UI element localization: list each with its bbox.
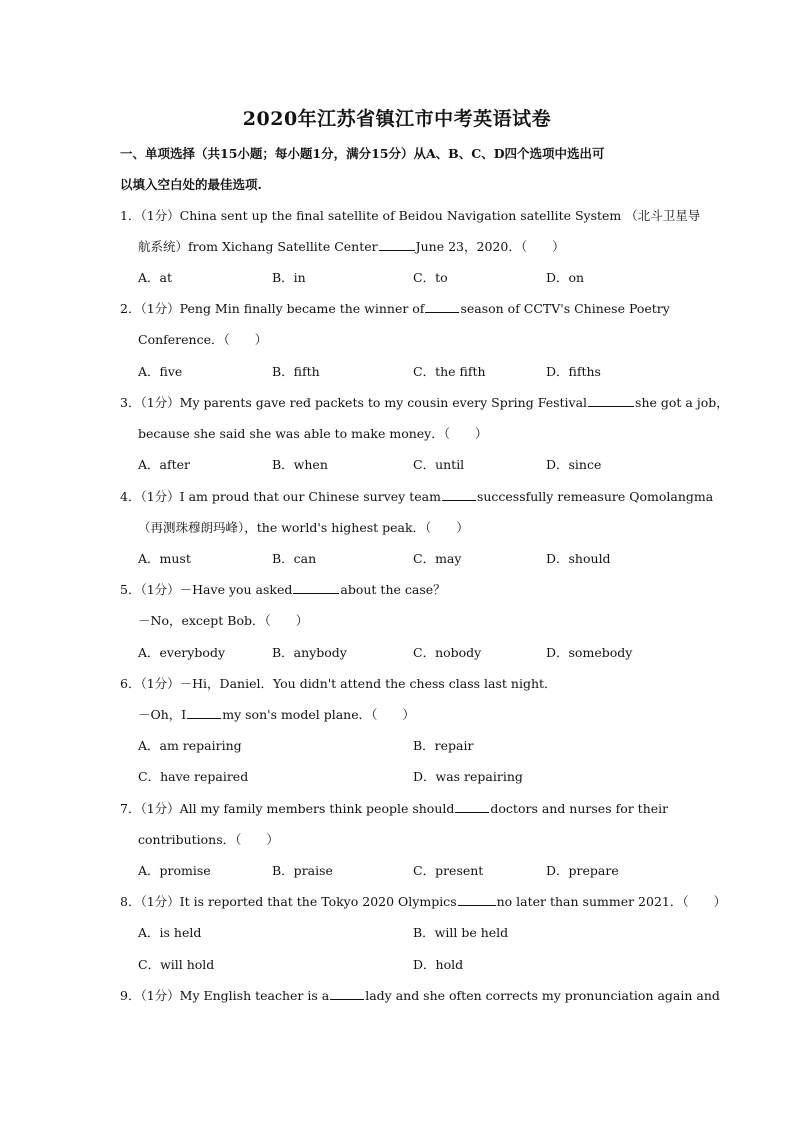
answer-blank xyxy=(588,395,634,407)
question-2-line-1: 2．（1分）Peng Min finally became the winner of season of CCTV's Chinese Poetry xyxy=(120,301,670,316)
answer-blank xyxy=(442,489,476,501)
option-b: B．praise xyxy=(272,863,333,878)
answer-blank xyxy=(330,988,364,1000)
question-4-line-1: 4．（1分）I am proud that our Chinese survey team successfully remeasure Qomolangma xyxy=(120,489,714,504)
option-d: D．should xyxy=(546,551,611,566)
option-c: C．to xyxy=(413,270,448,285)
option-a: A．after xyxy=(138,457,191,472)
option-d: D．fifths xyxy=(546,364,601,379)
option-a: A．everybody xyxy=(138,645,226,660)
option-d: D．prepare xyxy=(546,863,619,878)
option-d: D．since xyxy=(546,457,602,472)
option-b: B．repair xyxy=(413,738,474,753)
option-b: B．will be held xyxy=(413,925,509,940)
option-a: A．five xyxy=(138,364,183,379)
answer-blank xyxy=(293,582,339,594)
option-c: C．present xyxy=(413,863,484,878)
option-b: B．when xyxy=(272,457,328,472)
answer-blank xyxy=(458,894,496,906)
option-c: C．nobody xyxy=(413,645,482,660)
option-b: B．in xyxy=(272,270,306,285)
option-a: A．am repairing xyxy=(138,738,242,753)
option-c: C．the fifth xyxy=(413,364,486,379)
question-9-line-1: 9．（1分）My English teacher is a lady and she often corrects my pronunciation again and xyxy=(120,988,720,1003)
option-b: B．can xyxy=(272,551,317,566)
question-8-line-1: 8．（1分）It is reported that the Tokyo 2020 Olympics no later than summer 2021．（ ） xyxy=(120,894,727,909)
option-d: D．on xyxy=(546,270,585,285)
section-instruction-line-1: 一、单项选择（共15小题；每小题1分，满分15分）从A、B、C、D四个选项中选出可 xyxy=(120,146,605,161)
question-6-line-2: －Oh，I my son's model plane．（ ） xyxy=(138,707,415,722)
question-5-line-1: 5．（1分）－Have you asked about the case？ xyxy=(120,582,446,597)
question-7-line-2: contributions．（ ） xyxy=(138,832,279,847)
question-1-line-1: 1．（1分）China sent up the final satellite of Beidou Navigation satellite System （北斗卫星导 xyxy=(120,208,701,223)
option-b: B．fifth xyxy=(272,364,320,379)
option-a: A．must xyxy=(138,551,191,566)
option-d: D．somebody xyxy=(546,645,633,660)
answer-blank xyxy=(379,239,415,251)
option-c: C．may xyxy=(413,551,462,566)
question-2-line-2: Conference．（ ） xyxy=(138,332,268,347)
question-1-line-2: 航系统）from Xichang Satellite Center June 23，2020．（ ） xyxy=(138,239,565,254)
option-d: D．was repairing xyxy=(413,769,523,784)
question-6-line-1: 6．（1分）－Hi，Daniel．You didn't attend the chess class last night． xyxy=(120,676,557,691)
answer-blank xyxy=(425,301,459,313)
option-d: D．hold xyxy=(413,957,464,972)
section-instruction-line-2: 以填入空白处的最佳选项. xyxy=(120,177,262,192)
answer-blank xyxy=(455,801,489,813)
option-a: A．promise xyxy=(138,863,211,878)
page-title: 2020年江苏省镇江市中考英语试卷 xyxy=(242,108,552,130)
question-5-line-2: －No，except Bob．（ ） xyxy=(138,613,309,628)
option-a: A．is held xyxy=(138,925,202,940)
question-4-line-2: （再测珠穆朗玛峰），the world's highest peak．（ ） xyxy=(138,520,469,535)
option-c: C．will hold xyxy=(138,957,215,972)
option-c: C．have repaired xyxy=(138,769,249,784)
answer-blank xyxy=(187,707,221,719)
option-a: A．at xyxy=(138,270,173,285)
question-3-line-1: 3．（1分）My parents gave red packets to my cousin every Spring Festival she got a job， xyxy=(120,395,729,410)
question-7-line-1: 7．（1分）All my family members think people should doctors and nurses for their xyxy=(120,801,669,816)
option-c: C．until xyxy=(413,457,465,472)
option-b: B．anybody xyxy=(272,645,347,660)
question-3-line-2: because she said she was able to make money．（ ） xyxy=(138,426,488,441)
